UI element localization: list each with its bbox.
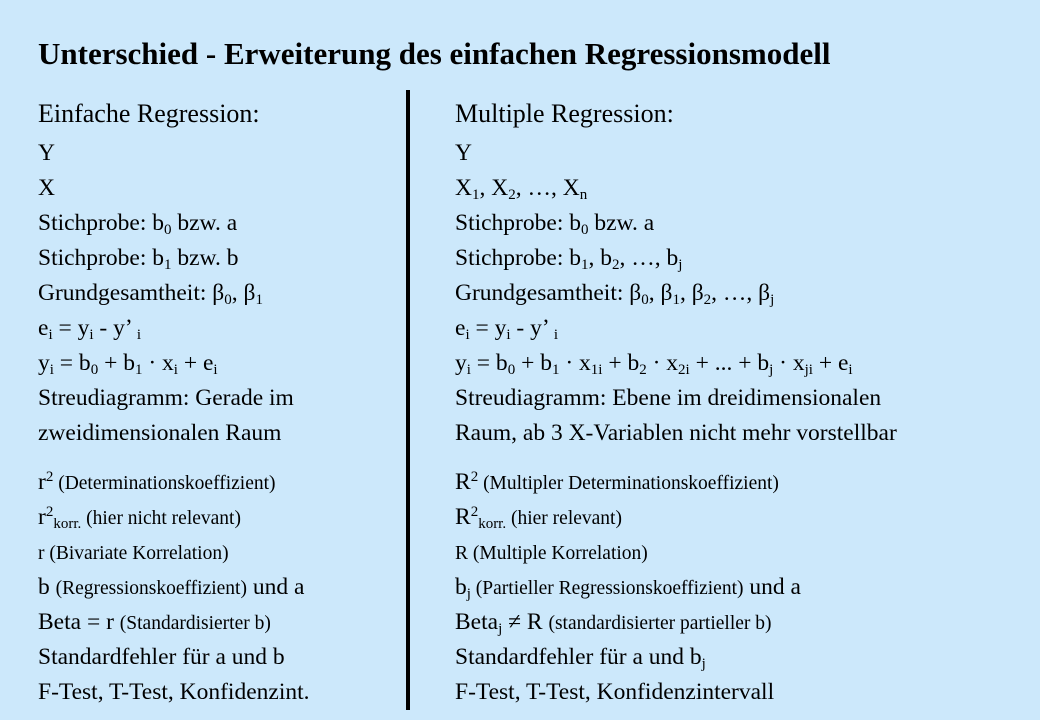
right-standard-error: Standardfehler für a und $b_j$: [455, 644, 706, 672]
simple-regression-column: [38, 96, 400, 710]
simple-regression-heading: Einfache Regression:: [38, 99, 260, 128]
left-sample-intercept: Stichprobe: $b_0$ bzw. a: [38, 210, 238, 238]
column-divider: [406, 90, 410, 710]
left-r-squared-adjusted: $r^2_{korr.}$ (hier nicht relevant): [38, 504, 241, 532]
right-model-formula: $y_i = b_0 + b_1 \cdot x_{1i} + b_2 \cdot x_{2i}$ + ... + $b_j \cdot x_{ji} + e_i$: [455, 350, 853, 378]
slide-title: Unterschied - Erweiterung des einfachen Regressionsmodell: [38, 36, 831, 71]
right-sample-intercept: Stichprobe: $b_0$ bzw. a: [455, 210, 655, 238]
left-population-parameters: Grundgesamtheit: $\beta_0$, $\beta_1$: [38, 280, 263, 308]
right-multiple-correlation: R (Multiple Korrelation): [455, 543, 648, 564]
multiple-regression-column: [455, 96, 1035, 710]
right-tests: F-Test, T-Test, Konfidenzintervall: [455, 679, 775, 705]
left-dependent-variable: Y: [38, 140, 55, 166]
left-r-squared: $r^2$ (Determinationskoeffizient): [38, 469, 276, 495]
right-population-parameters: Grundgesamtheit: $\beta_0$, $\beta_1$, $\beta_2$, …, $\beta_j$: [455, 280, 775, 308]
right-residual-formula: $e_i = y_i - y$’ $_i$: [455, 315, 559, 343]
left-independent-variable: X: [38, 175, 55, 201]
left-scatter-line-1: Streudiagramm: Gerade im: [38, 385, 294, 411]
left-standard-error: Standardfehler für a und b: [38, 644, 285, 670]
right-scatter-line-1: Streudiagramm: Ebene im dreidimensionalen: [455, 385, 882, 411]
multiple-regression-heading: Multiple Regression:: [455, 99, 674, 128]
right-scatter-line-2: Raum, ab 3 X-Variablen nicht mehr vorstellbar: [455, 420, 897, 446]
right-r-squared: $R^2$ (Multipler Determinationskoeffizient): [455, 469, 779, 495]
right-r-squared-adjusted: $R^2_{korr.}$ (hier relevant): [455, 504, 622, 532]
right-sample-slopes: Stichprobe: $b_1$, $b_2$, …, $b_j$: [455, 245, 683, 273]
right-beta: Beta$_j$ ≠ R (standardisierter partieller b): [455, 609, 772, 637]
left-beta: Beta = r (Standardisierter b): [38, 609, 271, 635]
left-scatter-line-2: zweidimensionalen Raum: [38, 420, 282, 446]
left-regression-coefficient: b (Regressionskoeffizient) und a: [38, 574, 305, 600]
left-residual-formula: $e_i = y_i - y$’ $_i$: [38, 315, 142, 343]
right-dependent-variable: Y: [455, 140, 472, 166]
right-independent-variables: $X_1$, $X_2$, …, $X_n$: [455, 175, 588, 203]
left-model-formula: $y_i = b_0 + b_1 \cdot x_i + e_i$: [38, 350, 218, 378]
left-correlation: r (Bivariate Korrelation): [38, 543, 229, 564]
left-sample-slope: Stichprobe: $b_1$ bzw. b: [38, 245, 239, 273]
right-partial-coefficient: $b_j$ (Partieller Regressionskoeffizient) und a: [455, 574, 801, 602]
left-tests: F-Test, T-Test, Konfidenzint.: [38, 679, 310, 705]
